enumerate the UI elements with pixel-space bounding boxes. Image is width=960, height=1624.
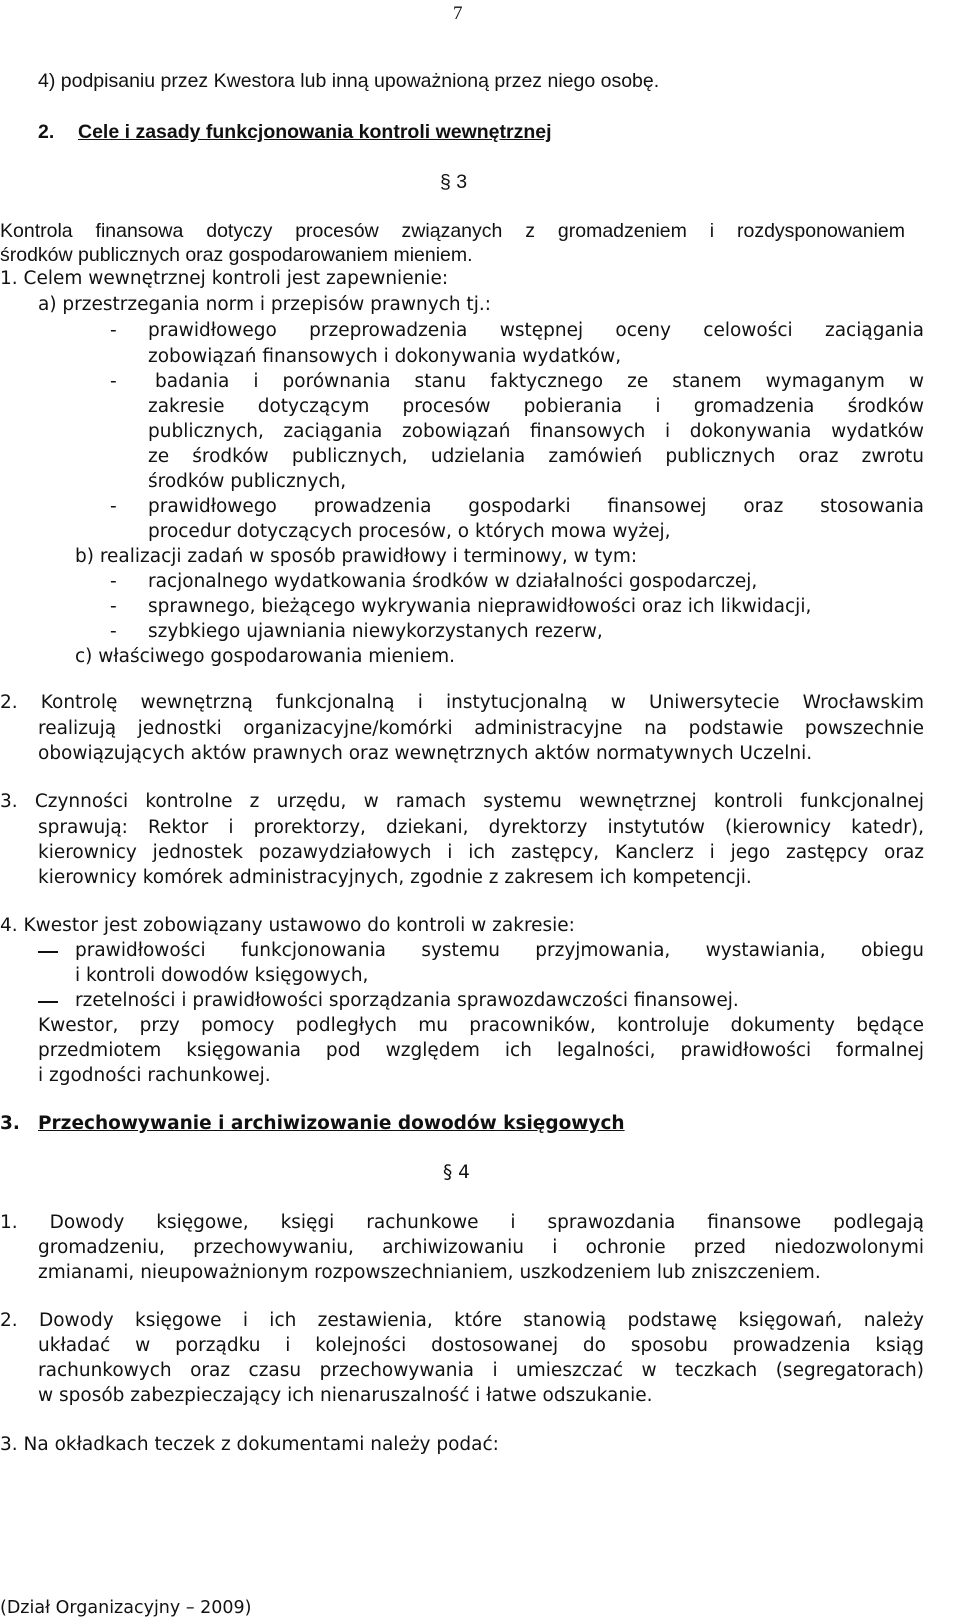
page-number: 7 <box>453 3 463 24</box>
footer: (Dział Organizacyjny – 2009) <box>0 1598 252 1618</box>
point-4-heading: 4. Kwestor jest zobowiązany ustawowo do kontroli w zakresie: <box>0 915 575 936</box>
bullet-dash: - <box>110 621 117 642</box>
q3-line: 3. Na okładkach teczek z dokumentami należy podać: <box>0 1434 499 1455</box>
point-2-line-2: realizują jednostki organizacyjne/komórki administracyjne na podstawie powszechnie <box>38 718 924 739</box>
a1-line-1: prawidłowego przeprowadzenia wstępnej oceny celowości zaciągania <box>148 320 924 341</box>
point-4-line-3: Kwestor, przy pomocy podległych mu pracowników, kontroluje dokumenty będące <box>38 1015 924 1036</box>
section-2-title: Cele i zasady funkcjonowania kontroli wewnętrznej <box>78 121 552 143</box>
point-a-heading: a) przestrzegania norm i przepisów prawnych tj.: <box>38 294 491 315</box>
bullet-dash: - <box>110 371 117 392</box>
point-2-line-1: 2. Kontrolę wewnętrzną funkcjonalną i instytucjonalną w Uniwersytecie Wrocławskim <box>0 692 924 713</box>
bullet-dash: - <box>110 320 117 341</box>
q2-line-1: 2. Dowody księgowe i ich zestawienia, które stanowią podstawę księgowań, należy <box>0 1310 924 1331</box>
bullet-dash: - <box>110 496 117 517</box>
point-b-heading: b) realizacji zadań w sposób prawidłowy i terminowy, w tym: <box>75 546 638 567</box>
a2-line-2: zakresie dotyczącym procesów pobierania i gromadzenia środków <box>148 396 924 417</box>
item-4-signing: 4) podpisaniu przez Kwestora lub inną upoważnioną przez niego osobę. <box>38 70 660 92</box>
point-4-line-5: i zgodności rachunkowej. <box>38 1065 271 1086</box>
point-3-line-1: 3. Czynności kontrolne z urzędu, w ramach systemu wewnętrznej kontroli funkcjonalnej <box>0 791 924 812</box>
section-3-title: Przechowywanie i archiwizowanie dowodów księgowych <box>38 1113 625 1134</box>
point-1-heading: 1. Celem wewnętrznej kontroli jest zapewnienie: <box>0 268 449 289</box>
q2-line-2: układać w porządku i kolejności dostosowanej do sposobu prowadzenia ksiąg <box>38 1335 924 1356</box>
bullet-dash: - <box>110 571 117 592</box>
long-dash-bullet <box>38 951 58 953</box>
a2-line-1: badania i porównania stanu faktycznego ze stanem wymaganym w <box>155 371 924 392</box>
q1-line-3: zmianami, nieupoważnionym rozpowszechnianiem, uszkodzeniem lub zniszczeniem. <box>38 1262 821 1283</box>
point-2-line-3: obowiązujących aktów prawnych oraz wewnętrznych aktów normatywnych Uczelni. <box>38 743 813 764</box>
point-3-line-2: sprawują: Rektor i prorektorzy, dziekani, dyrektorzy instytutów (kierownicy katedr), <box>38 817 924 838</box>
paragraph-3-sign: § 3 <box>440 171 468 193</box>
section-3-number: 3. <box>0 1113 20 1134</box>
a3-line-1: prawidłowego prowadzenia gospodarki finansowej oraz stosowania <box>148 496 924 517</box>
point-c-heading: c) właściwego gospodarowania mieniem. <box>75 646 455 667</box>
q2-line-3: rachunkowych oraz czasu przechowywania i umieszczać w teczkach (segregatorach) <box>38 1360 924 1381</box>
paragraph-4-sign: § 4 <box>443 1162 470 1183</box>
long-dash-bullet <box>38 1001 58 1003</box>
point-3-line-4: kierownicy komórek administracyjnych, zgodnie z zakresem ich kompetencji. <box>38 867 752 888</box>
kontrola-line-1: Kontrola finansowa dotyczy procesów związanych z gromadzeniem i rozdysponowaniem <box>0 220 905 242</box>
point-4-item-1-line-2: i kontroli dowodów księgowych, <box>75 965 369 986</box>
point-3-line-3: kierownicy jednostek pozawydziałowych i ich zastępcy, Kanclerz i jego zastępcy oraz <box>38 842 924 863</box>
a3-line-2: procedur dotyczących procesów, o których mowa wyżej, <box>148 521 671 542</box>
b3-line: szybkiego ujawniania niewykorzystanych rezerw, <box>148 621 603 642</box>
q2-line-4: w sposób zabezpieczający ich nienaruszalność i łatwe odszukanie. <box>38 1385 653 1406</box>
point-4-item-2: rzetelności i prawidłowości sporządzania sprawozdawczości finansowej. <box>75 990 739 1011</box>
point-4-item-1-line-1: prawidłowości funkcjonowania systemu przyjmowania, wystawiania, obiegu <box>75 940 924 961</box>
a2-line-4: ze środków publicznych, udzielania zamówień publicznych oraz zwrotu <box>148 446 924 467</box>
a2-line-3: publicznych, zaciągania zobowiązań finansowych i dokonywania wydatków <box>148 421 924 442</box>
q1-line-2: gromadzeniu, przechowywaniu, archiwizowaniu i ochronie przed niedozwolonymi <box>38 1237 924 1258</box>
a2-line-5: środków publicznych, <box>148 471 347 492</box>
b2-line: sprawnego, bieżącego wykrywania nieprawidłowości oraz ich likwidacji, <box>148 596 812 617</box>
point-4-line-4: przedmiotem księgowania pod względem ich legalności, prawidłowości formalnej <box>38 1040 924 1061</box>
a1-line-2: zobowiązań finansowych i dokonywania wydatków, <box>148 346 622 367</box>
section-2-number: 2. <box>38 121 55 143</box>
q1-line-1: 1. Dowody księgowe, księgi rachunkowe i sprawozdania finansowe podlegają <box>0 1212 924 1233</box>
bullet-dash: - <box>110 596 117 617</box>
b1-line: racjonalnego wydatkowania środków w działalności gospodarczej, <box>148 571 758 592</box>
kontrola-line-2: środków publicznych oraz gospodarowaniem mieniem. <box>0 244 473 266</box>
